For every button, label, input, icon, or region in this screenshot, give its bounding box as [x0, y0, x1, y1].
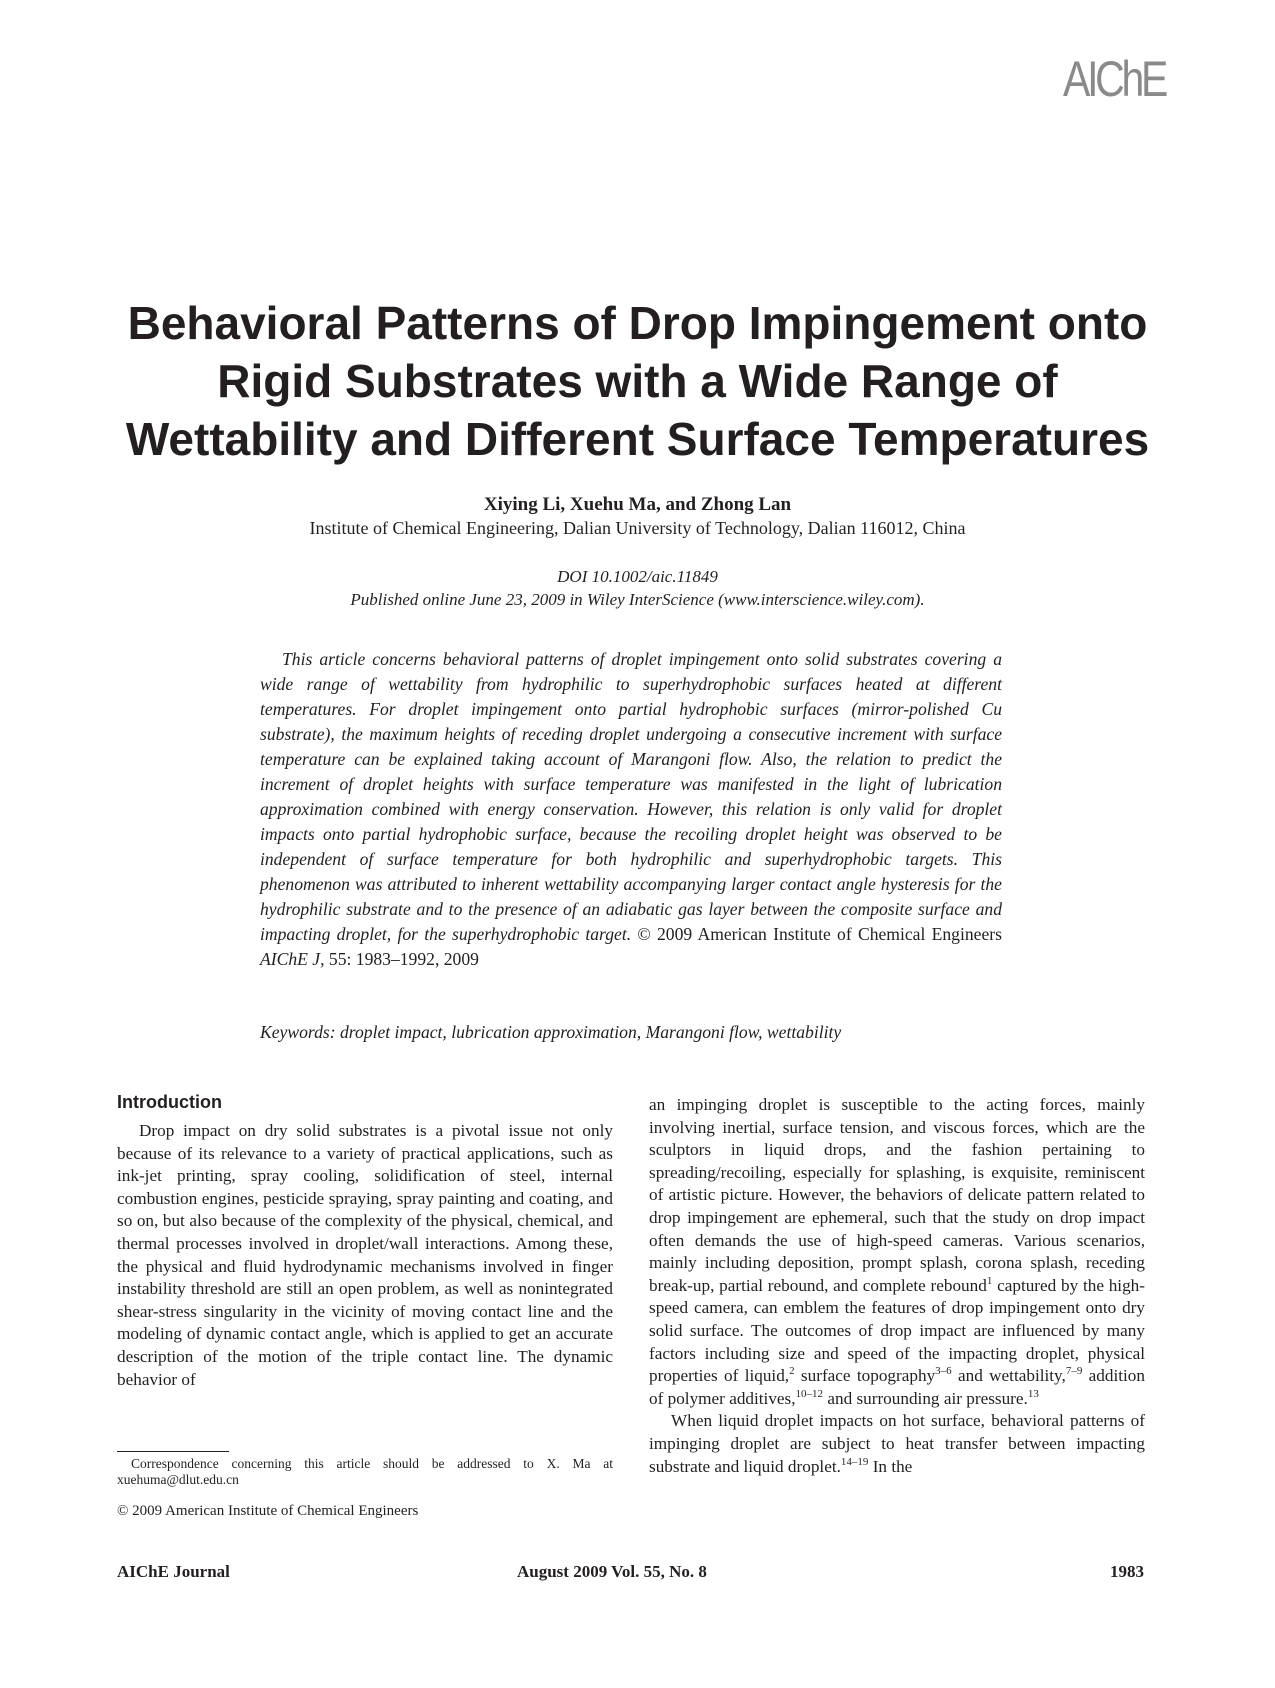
- citation-ref: 2: [789, 1365, 795, 1378]
- citation-ref: 3–6: [935, 1365, 952, 1378]
- aiche-logo: AIChE: [1063, 51, 1166, 107]
- left-column: [117, 1090, 613, 1391]
- abstract-citation: 55: 1983–1992, 2009: [324, 949, 479, 969]
- keywords: Keywords: droplet impact, lubrication approximation, Marangoni flow, wettability: [260, 1022, 842, 1042]
- section-heading: Introduction: [117, 1092, 222, 1112]
- text-run: and wettability,: [951, 1366, 1066, 1386]
- text-run: In the: [868, 1456, 913, 1476]
- footer-journal: AIChE Journal: [117, 1562, 230, 1581]
- title-line: Wettability and Different Surface Temperatures: [125, 413, 1150, 465]
- page-number: 1983: [1110, 1562, 1144, 1581]
- abstract: [260, 647, 1002, 972]
- citation-ref: 1: [986, 1274, 993, 1287]
- intro-paragraph: Drop impact on dry solid substrates is a pivotal issue not only because of its relevance to a variety of practical applications, such as ink-jet printing, spray cooling, solidification of steel, internal combustion engines, pesticide spraying, spray painting and coating, and so on, but also because of the complexity of the physical, chemical, and thermal processes involved in droplet/wall interactions. Among these, the physical and fluid hydrodynamic mechanisms involved in finger instability threshold are still an open problem, as well as nonintegrated shear-stress singularity in the vicinity of moving contact line and the modeling of dynamic contact angle, which is applied to get an accurate description of the motion of the triple contact line. The dynamic behavior of: [117, 1121, 613, 1389]
- abstract-body: This article concerns behavioral patterns of droplet impingement onto solid substrates covering a wide range of wettability from hydrophilic to superhydrophobic surfaces heated at different temperatures. For droplet impingement onto partial hydrophobic surfaces (mirror-polished Cu substrate), the maximum heights of receding droplet undergoing a consecutive increment with surface temperature can be explained taking account of Marangoni flow. Also, the relation to predict the increment of droplet heights with surface temperature was manifested in the light of lubrication approximation combined with energy conservation. However, this relation is only valid for droplet impacts onto partial hydrophobic surface, because the recoiling droplet height was observed to be independent of surface temperature for both hydrophilic and superhydrophobic targets. This phenomenon was attributed to inherent wettability accompanying larger contact angle hysteresis for the hydrophilic substrate and to the presence of an adiabatic gas layer between the composite surface and impacting droplet, for the superhydrophobic target.: [260, 649, 1002, 944]
- citation-ref: 14–19: [840, 1455, 869, 1468]
- text-run: surface topography: [794, 1366, 936, 1386]
- abstract-journal-ref: AIChE J,: [260, 949, 325, 969]
- text-run: an impinging droplet is susceptible to the acting forces, mainly involving inertial, surface tension, and viscous forces, which are the sculptors in liquid drops, and the fashion pertaining to spreading/recoiling, especially for splashing, is exquisite, reminiscent of artistic picture. However, the behaviors of delicate pattern related to drop impingement are ephemeral, such that the study on drop impact often demands the use of high-speed cameras. Various scenarios, mainly including deposition, prompt splash, corona splash, receding break-up, partial rebound, and complete rebound: [649, 1095, 1145, 1295]
- author-list: Xiying Li, Xuehu Ma, and Zhong Lan: [483, 494, 792, 515]
- text-run: and surrounding air pressure.: [823, 1388, 1028, 1408]
- citation-ref: 7–9: [1065, 1365, 1083, 1378]
- citation-ref: 10–12: [795, 1387, 824, 1400]
- article-title: [120, 294, 1155, 468]
- correspondence-footnote: Correspondence concerning this article should be addressed to X. Ma at xuehuma@dlut.edu.cn: [117, 1456, 613, 1487]
- right-column: [649, 1094, 1145, 1478]
- abstract-text: [260, 647, 1002, 972]
- intro-paragraph-continued: [649, 1094, 1145, 1410]
- footer-issue: August 2009 Vol. 55, No. 8: [517, 1562, 707, 1581]
- citation-ref: 13: [1027, 1387, 1039, 1400]
- affiliation: Institute of Chemical Engineering, Dalian University of Technology, Dalian 116012, China: [309, 518, 966, 538]
- text-run: addition of polymer additives,: [649, 1366, 1145, 1408]
- title-line: Rigid Substrates with a Wide Range of: [217, 355, 1058, 407]
- text-run: captured by the high-speed camera, can emblem the features of drop impingement onto dry solid surface. The outcomes of drop impact are influenced by many factors including size and speed of the impacting droplet, physical properties of liquid,: [649, 1275, 1145, 1386]
- footnote-rule: [117, 1451, 229, 1452]
- copyright-line: © 2009 American Institute of Chemical Engineers: [117, 1503, 419, 1519]
- intro-paragraph-2: [649, 1410, 1145, 1478]
- title-line: Behavioral Patterns of Drop Impingement onto: [127, 297, 1148, 349]
- doi: DOI 10.1002/aic.11849: [557, 567, 718, 586]
- abstract-copyright: © 2009 American Institute of Chemical Engineers: [631, 924, 1002, 944]
- text-run: When liquid droplet impacts on hot surface, behavioral patterns of impinging droplet are subject to heat transfer between impacting substrate and liquid droplet.: [649, 1411, 1145, 1476]
- publication-info: Published online June 23, 2009 in Wiley InterScience (www.interscience.wiley.com).: [350, 590, 925, 609]
